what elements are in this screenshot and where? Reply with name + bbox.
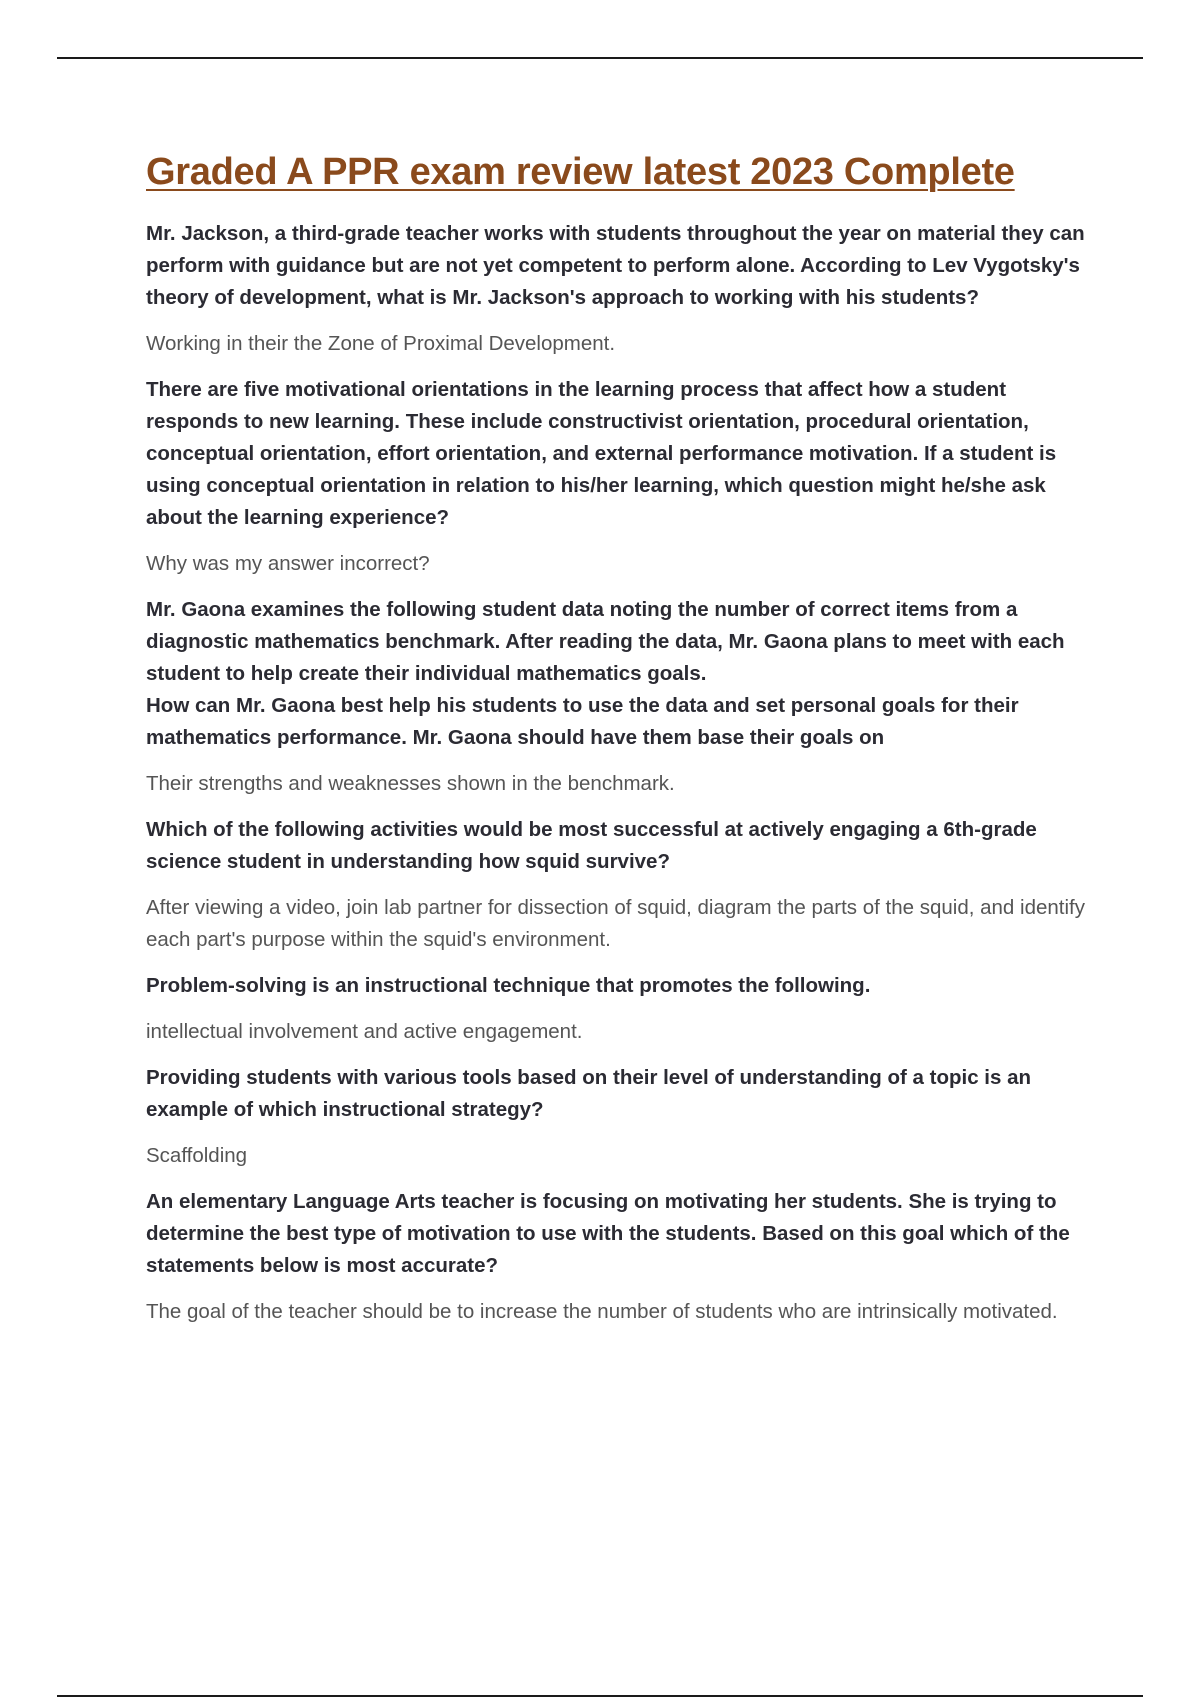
qa-item-7: [146, 1186, 1086, 1328]
qa-item-1: [146, 218, 1086, 360]
question-text: Mr. Gaona examines the following student data noting the number of correct items from a diagnostic mathematics benchmark. After reading the data, Mr. Gaona plans to meet with each student to help create their individual mathematics goals.: [146, 598, 1065, 685]
question-text: How can Mr. Gaona best help his students to use the data and set personal goals for their mathematics performance. Mr. Gaona should have them base their goals on: [146, 694, 1019, 749]
qa-item-5: [146, 970, 1086, 1048]
answer: The goal of the teacher should be to increase the number of students who are intrinsically motivated.: [146, 1300, 1058, 1323]
bottom-rule: [57, 1695, 1143, 1697]
answer: Why was my answer incorrect?: [146, 552, 430, 575]
question-text: An elementary Language Arts teacher is focusing on motivating her students. She is trying to determine the best type of motivation to use with the students. Based on this goal which of the statements below is most accurate?: [146, 1190, 1070, 1277]
answer: Working in their the Zone of Proximal Development.: [146, 332, 616, 355]
qa-item-6: [146, 1062, 1086, 1172]
answer: After viewing a video, join lab partner for dissection of squid, diagram the parts of the squid, and identify each part's purpose within the squid's environment.: [146, 896, 1085, 951]
answer: Their strengths and weaknesses shown in the benchmark.: [146, 772, 675, 795]
document-title: Graded A PPR exam review latest 2023 Complete: [146, 151, 1015, 193]
question-text: Mr. Jackson, a third-grade teacher works with students throughout the year on material they can perform with guidance but are not yet competent to perform alone. According to Lev Vygotsky's theory of development, what is Mr. Jackson's approach to working with his students?: [146, 222, 1085, 309]
question: [146, 1062, 1086, 1126]
top-rule: [57, 57, 1143, 59]
answer: intellectual involvement and active engagement.: [146, 1020, 583, 1043]
question-text: There are five motivational orientations in the learning process that affect how a student responds to new learning. These include constructivist orientation, procedural orientation, conceptual orientation, effort orientation, and external performance motivation. If a student is using conceptual orientation in relation to his/her learning, which question might he/she ask about the learning experience?: [146, 378, 1057, 529]
qa-item-2: [146, 374, 1086, 580]
question-text: Providing students with various tools based on their level of understanding of a topic is an example of which instructional strategy?: [146, 1066, 1032, 1121]
qa-item-4: [146, 814, 1086, 956]
document-body: [146, 148, 1086, 1342]
question-text: Which of the following activities would be most successful at actively engaging a 6th-grade science student in understanding how squid survive?: [146, 818, 1037, 873]
question: [146, 970, 1086, 1002]
qa-item-3: [146, 594, 1086, 800]
question: [146, 1186, 1086, 1282]
question: [146, 374, 1086, 534]
answer: Scaffolding: [146, 1144, 248, 1167]
question: [146, 218, 1086, 314]
question: [146, 594, 1086, 754]
question-text: Problem-solving is an instructional technique that promotes the following.: [146, 974, 871, 997]
question: [146, 814, 1086, 878]
